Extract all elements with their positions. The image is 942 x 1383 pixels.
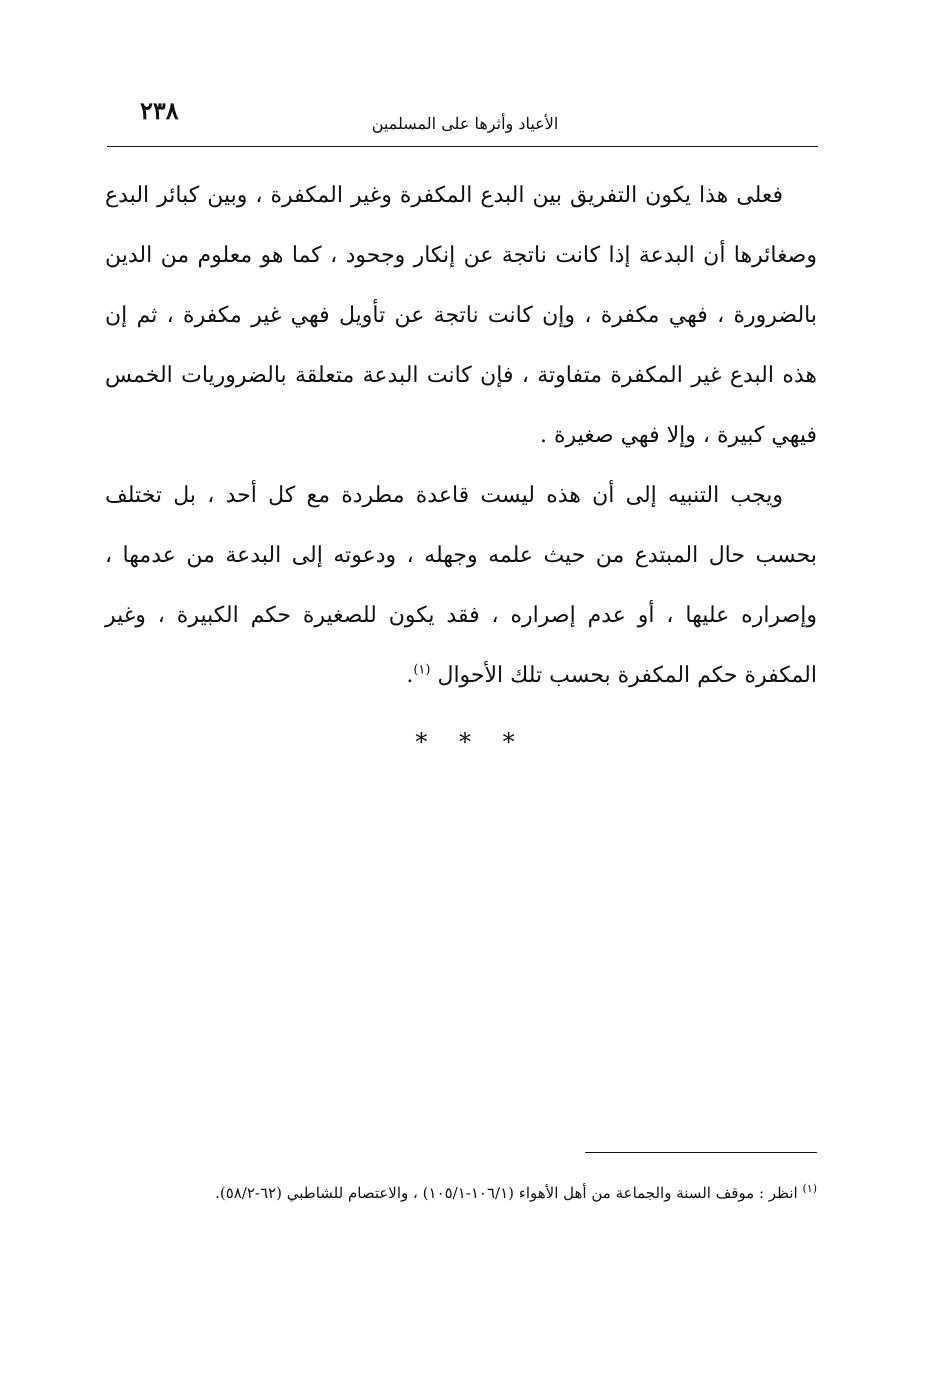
- paragraph-1-text: فعلى هذا يكون التفريق بين البدع المكفرة وغير المكفرة ، وبين كبائر البدع وصغائرها أن البدعة إذا كانت ناتجة عن إنكار وجحود ، كما هو معلوم من الدين بالضرورة ، فهي مكفرة ، وإن كانت ناتجة عن تأويل فهي غير مكفرة ، ثم إن هذه البدع غير المكفرة متفاوتة ، فإن كانت البدعة متعلقة بالضروريات الخمس فيهي كبيرة ، وإلا فهي صغيرة .: [105, 183, 817, 448]
- footnote-reference[interactable]: (١): [413, 662, 431, 678]
- page-number: ٢٣٨: [140, 96, 179, 125]
- paragraph-2: [105, 466, 817, 706]
- paragraph-1: [105, 166, 817, 466]
- section-separator: * * *: [415, 728, 527, 756]
- paragraph-2-text: ويجب التنبيه إلى أن هذه ليست قاعدة مطردة مع كل أحد ، بل تختلف بحسب حال المبتدع من حيث علمه وجهله ، ودعوته إلى البدعة من عدمها ، وإصراره عليها ، أو عدم إصراره ، فقد يكون للصغيرة حكم الكبيرة ، وغير المكفرة حكم المكفرة بحسب تلك الأحوال: [105, 483, 817, 688]
- paragraph-2-end: .: [406, 663, 414, 688]
- footnote-number: (١): [802, 1182, 817, 1195]
- header-rule: [107, 146, 818, 147]
- running-title: الأعياد وأثرها على المسلمين: [371, 114, 559, 133]
- body-text: [105, 166, 817, 706]
- footnote-1: [100, 1176, 817, 1210]
- footnote-rule: [585, 1152, 817, 1153]
- footnote-text: انظر : موقف السنة والجماعة من أهل الأهواء (١٠٦/١-١٠٥/١) ، والاعتصام للشاطبي (٦٢-٥٨/٢).: [215, 1184, 798, 1202]
